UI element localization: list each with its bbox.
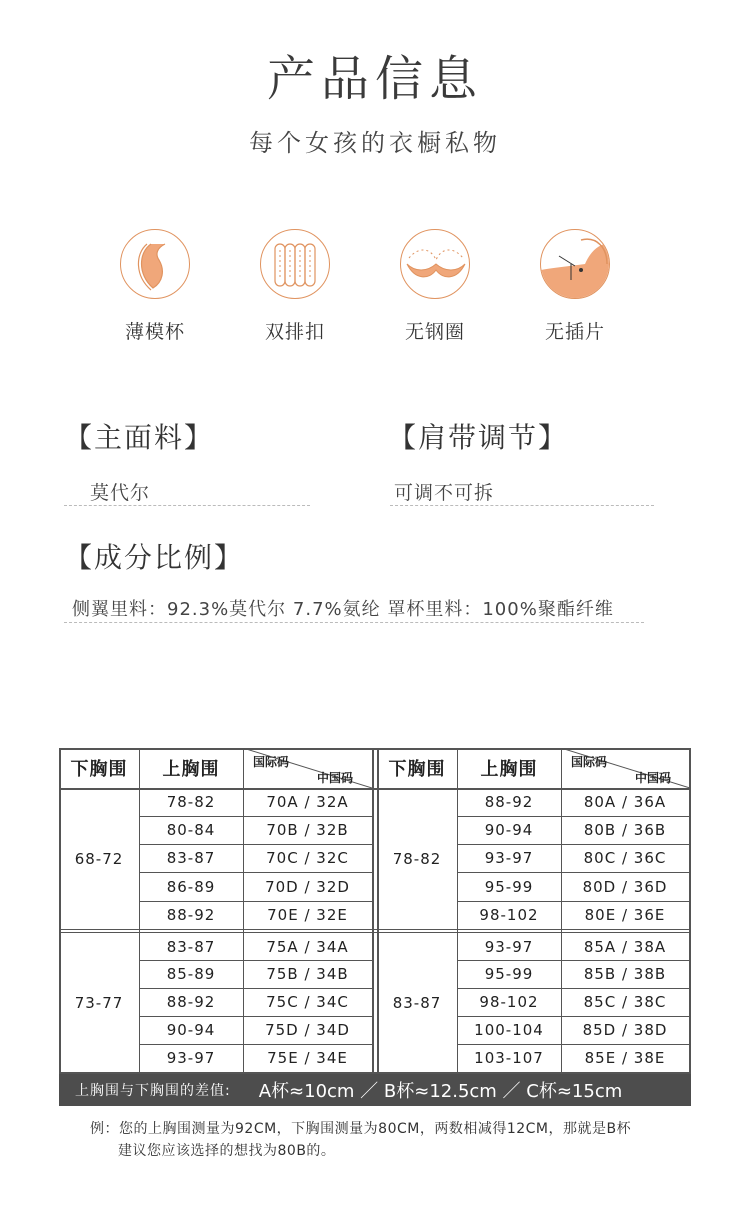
main-fabric-heading: 【主面料】 <box>64 421 215 454</box>
bust-cell: 93-97 <box>166 1049 216 1067</box>
size-cell: 85A / 38A <box>583 937 667 956</box>
size-cell: 75E / 34E <box>267 1049 348 1067</box>
under-bust-cell: 68-72 <box>74 849 124 868</box>
feature-label: 无插片 <box>544 321 605 343</box>
size-cell: 70E / 32E <box>267 906 348 924</box>
example-note-line2: 建议您应该选择的想找为80B的。 <box>118 1143 336 1159</box>
page-subtitle: 每个女孩的衣橱私物 <box>249 129 501 157</box>
header-under-bust: 下胸围 <box>388 759 446 780</box>
cup-difference-bar <box>59 1074 691 1106</box>
feature-label: 薄模杯 <box>124 321 185 343</box>
under-bust-cell: 78-82 <box>392 849 442 868</box>
bust-cell: 88-92 <box>166 906 216 924</box>
bust-cell: 83-87 <box>166 937 216 956</box>
header-bust: 上胸围 <box>480 759 538 780</box>
bust-cell: 78-82 <box>166 793 216 811</box>
page-title: 产品信息 <box>266 51 483 107</box>
bust-cell: 83-87 <box>166 849 216 867</box>
divider <box>390 505 654 506</box>
size-cell: 75A / 34A <box>266 937 349 956</box>
size-cell: 85B / 38B <box>583 965 667 983</box>
feature-label: 双排扣 <box>264 321 325 343</box>
size-cell: 70A / 32A <box>266 793 349 811</box>
size-cell: 70C / 32C <box>266 849 349 867</box>
size-cell: 75B / 34B <box>266 965 349 983</box>
size-cell: 80A / 36A <box>583 793 667 811</box>
bust-cell: 100-104 <box>474 1021 544 1039</box>
size-cell: 70D / 32D <box>265 877 350 896</box>
double-hook-icon <box>260 229 330 299</box>
under-bust-cell: 73-77 <box>74 993 124 1012</box>
size-cell: 80E / 36E <box>584 906 666 924</box>
header-under-bust: 下胸围 <box>70 759 128 780</box>
bust-cell: 98-102 <box>479 906 539 924</box>
bust-cell: 88-92 <box>484 793 534 811</box>
example-note-line1: 例：您的上胸围测量为92CM，下胸围测量为80CM，两数相减得12CM，那就是B杯 <box>90 1121 632 1137</box>
size-cell: 70B / 32B <box>266 821 349 839</box>
no-insert-icon <box>540 229 610 299</box>
size-cell: 80C / 36C <box>583 849 667 867</box>
bust-cell: 93-97 <box>484 849 534 867</box>
wire-free-icon <box>400 229 470 299</box>
difference-value: A杯≈10cm ／ B杯≈12.5cm ／ C杯≈15cm <box>258 1081 623 1102</box>
size-cell: 85C / 38C <box>583 993 667 1011</box>
bust-cell: 103-107 <box>474 1049 544 1067</box>
strap-value: 可调不可拆 <box>394 482 495 504</box>
size-cell: 85D / 38D <box>582 1021 668 1039</box>
bust-cell: 90-94 <box>166 1021 216 1039</box>
composition-heading: 【成分比例】 <box>64 541 245 574</box>
bust-cell: 80-84 <box>166 821 216 839</box>
bust-cell: 85-89 <box>166 965 216 983</box>
divider <box>64 505 310 506</box>
size-cell: 85E / 38E <box>584 1049 666 1067</box>
composition-value: 侧翼里料：92.3%莫代尔 7.7%氨纶 罩杯里料：100%聚酯纤维 <box>72 599 614 620</box>
bust-cell: 90-94 <box>484 821 534 839</box>
bust-cell: 95-99 <box>484 877 534 896</box>
size-table <box>59 748 691 1074</box>
strap-heading: 【肩带调节】 <box>388 421 569 454</box>
size-cell: 75C / 34C <box>266 993 349 1011</box>
bust-cell: 95-99 <box>484 965 534 983</box>
main-fabric-value: 莫代尔 <box>90 482 151 504</box>
size-cell: 80B / 36B <box>583 821 667 839</box>
under-bust-cell: 83-87 <box>392 993 442 1012</box>
header-bust: 上胸围 <box>162 759 220 780</box>
bust-cell: 88-92 <box>166 993 216 1011</box>
bust-cell: 86-89 <box>166 877 216 896</box>
feature-wire-free <box>370 225 500 344</box>
header-cn: 中国码 <box>317 771 354 785</box>
difference-label: 上胸围与下胸围的差值: <box>75 1083 231 1099</box>
thin-cup-icon <box>120 229 190 299</box>
feature-list <box>90 225 680 345</box>
bust-cell: 93-97 <box>484 937 534 956</box>
header-intl: 国际码 <box>571 755 608 769</box>
bust-cell: 98-102 <box>479 993 539 1011</box>
size-cell: 75D / 34D <box>265 1021 350 1039</box>
feature-label: 无钢圈 <box>404 321 465 343</box>
size-cell: 80D / 36D <box>582 877 668 896</box>
divider <box>64 622 644 623</box>
feature-thin-cup <box>90 225 220 344</box>
feature-no-insert <box>510 225 640 344</box>
header-intl: 国际码 <box>253 755 290 769</box>
header-cn: 中国码 <box>635 771 672 785</box>
feature-double-hook <box>230 225 360 344</box>
